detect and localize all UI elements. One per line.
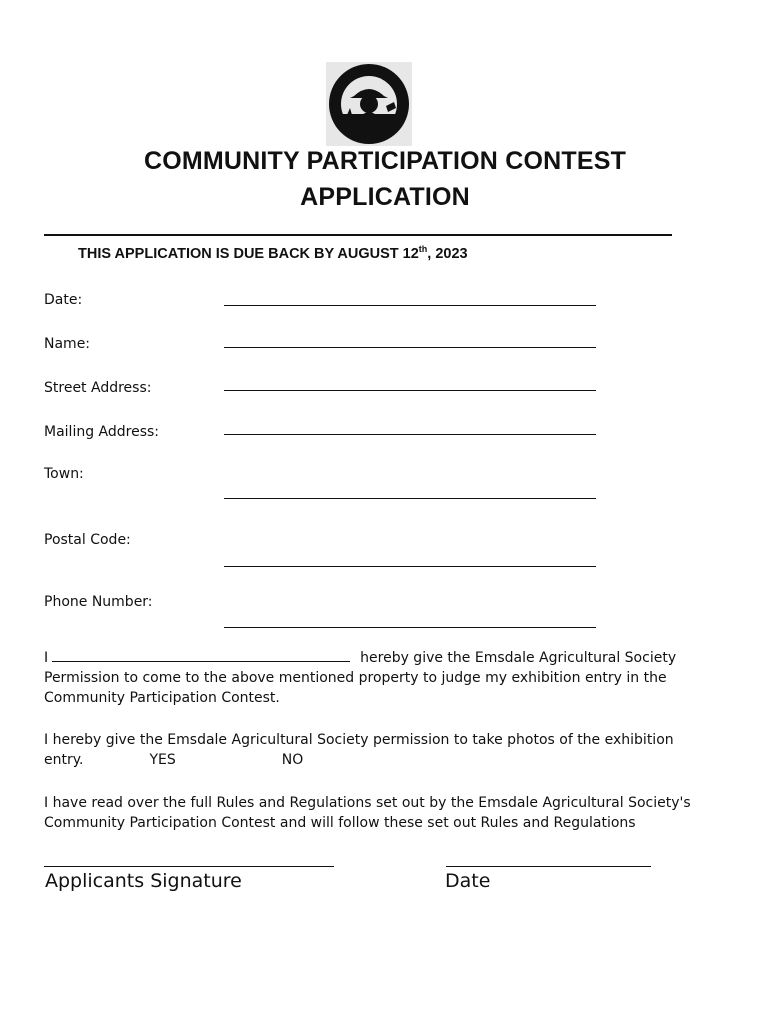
photo-permission-paragraph: [44, 730, 704, 770]
due-date-notice: [78, 244, 468, 264]
signature-date-line[interactable]: [446, 866, 651, 867]
postal-code-label: Postal Code:: [44, 532, 131, 548]
applicant-name-blank[interactable]: [52, 647, 350, 662]
town-field[interactable]: [224, 498, 596, 499]
name-label: Name:: [44, 336, 91, 352]
phone-number-field[interactable]: [224, 627, 596, 628]
due-notice-text: THIS APPLICATION IS DUE BACK BY AUGUST 12: [78, 246, 419, 262]
applicant-signature-label: Applicants Signature: [45, 870, 242, 892]
title-divider: [44, 234, 672, 236]
judging-permission-paragraph: [44, 647, 704, 708]
street-address-label: Street Address:: [44, 380, 152, 396]
page-title-line1: COMMUNITY PARTICIPATION CONTEST: [143, 147, 627, 175]
judging-permission-line1: hereby give the Emsdale Agricultural: [360, 650, 621, 666]
photo-permission-yes-option[interactable]: YES: [149, 752, 176, 768]
page-title-line2: APPLICATION: [300, 183, 470, 211]
judging-permission-rest: Society Permission to come to the above mentioned property to judge my exhibition entry in the Community Participation Contest.: [44, 650, 677, 706]
photo-permission-text: I hereby give the Emsdale Agricultural Society permission to take photos of the exhibition entry.: [44, 732, 674, 768]
date-label: Date:: [44, 292, 83, 308]
due-notice-superscript: th: [418, 244, 428, 254]
mailing-address-field[interactable]: [224, 434, 596, 435]
town-label: Town:: [44, 466, 84, 482]
phone-number-label: Phone Number:: [44, 594, 153, 610]
signature-date-label: Date: [445, 870, 491, 892]
photo-permission-no-option[interactable]: NO: [281, 752, 304, 768]
due-notice-year: , 2023: [427, 246, 468, 262]
society-logo: [326, 62, 412, 146]
judging-permission-prefix: I: [44, 650, 49, 666]
farmer-silhouette-icon: [326, 62, 412, 146]
date-field[interactable]: [224, 305, 596, 306]
applicant-signature-line[interactable]: [44, 866, 334, 867]
mailing-address-label: Mailing Address:: [44, 424, 160, 440]
postal-code-field[interactable]: [224, 566, 596, 567]
street-address-field[interactable]: [224, 390, 596, 391]
name-field[interactable]: [224, 347, 596, 348]
rules-statement-paragraph: I have read over the full Rules and Regulations set out by the Emsdale Agricultural Society's Community Participation Contest and will follow these set out Rules and Regulations: [44, 795, 691, 831]
